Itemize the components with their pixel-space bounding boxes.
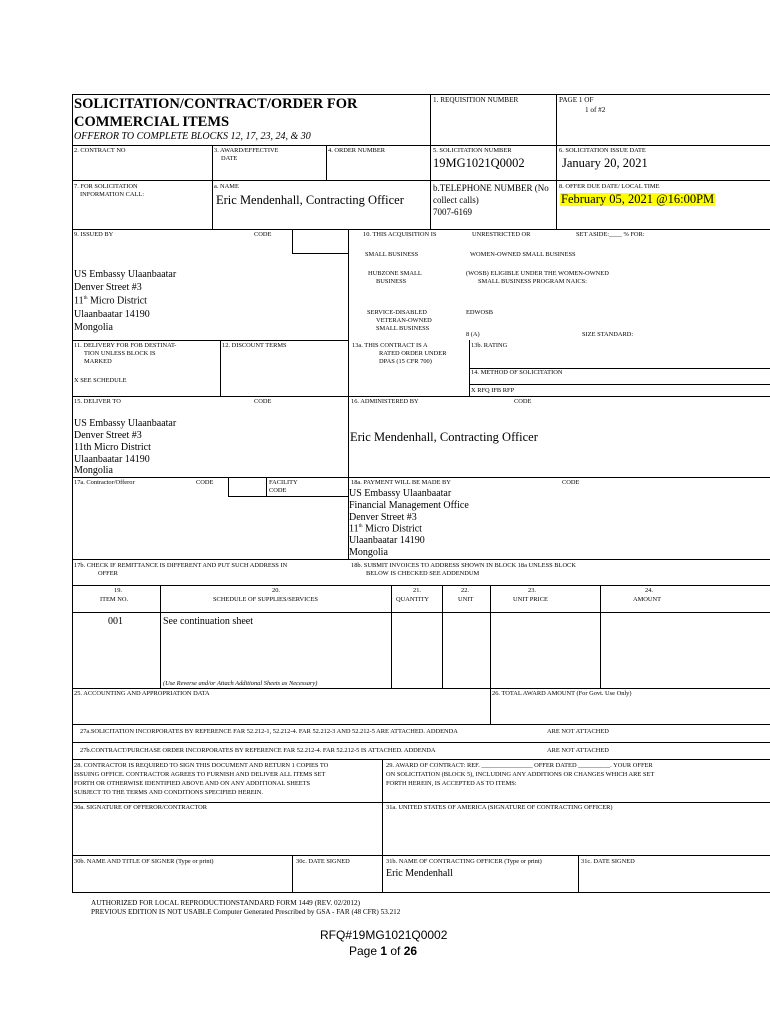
hubzone: HUBZONE SMALL [368, 270, 422, 277]
facility-code-label: FACILITY [269, 479, 298, 486]
due-date: February 05, 2021 @16:00PM [561, 192, 715, 206]
far-27b-status: ARE NOT ATTACHED [547, 747, 609, 754]
rule [430, 94, 431, 229]
rule [72, 742, 770, 743]
payment-address [349, 524, 422, 534]
rule [72, 340, 348, 341]
col-quantity: 21. [413, 587, 421, 594]
delivery-label: MARKED [84, 358, 112, 365]
size-standard: SIZE STANDARD: [582, 331, 634, 338]
wosb-eligible: (WOSB) ELIGIBLE UNDER THE WOMEN-OWNED [466, 270, 609, 277]
rule [469, 384, 770, 385]
payment-address: Financial Management Office [349, 500, 469, 511]
item-no: 001 [108, 616, 123, 627]
rule [228, 477, 229, 496]
contact-name: Eric Mendenhall, Contracting Officer [216, 193, 404, 207]
rule [72, 585, 770, 586]
form-title: SOLICITATION/CONTRACT/ORDER FOR [74, 96, 358, 112]
payment-address: US Embassy Ulaanbaatar [349, 488, 452, 499]
col-supplies: SCHEDULE OF SUPPLIES/SERVICES [213, 596, 318, 603]
total-award-label: 26. TOTAL AWARD AMOUNT (For Govt. Use Only) [492, 690, 632, 697]
administrator-name: Eric Mendenhall, Contracting Officer [350, 430, 538, 444]
block-28: SUBJECT TO THE TERMS AND CONDITIONS SPECIFIED HEREIN. [74, 789, 264, 796]
requisition-label: 1. REQUISITION NUMBER [433, 96, 519, 104]
payment-label: 18a. PAYMENT WILL BE MADE BY [351, 479, 451, 486]
invoice-label: 18b. SUBMIT INVOICES TO ADDRESS SHOWN IN BLOCK 18a UNLESS BLOCK [351, 562, 576, 569]
award-date-label: DATE [221, 155, 238, 162]
acquisition-label: 10. THIS ACQUISITION IS [363, 231, 437, 238]
deliver-to-address: Denver Street #3 [74, 430, 142, 441]
rule [72, 724, 770, 725]
issuer-address: Mongolia [74, 322, 113, 333]
eight-a: 8 (A) [466, 331, 480, 338]
sdvosb: SMALL BUSINESS [376, 325, 430, 332]
rule [72, 396, 770, 397]
payment-th: th [358, 524, 363, 529]
wosb: WOMEN-OWNED SMALL BUSINESS [470, 251, 576, 258]
block-28: FORTH OR OTHERWISE IDENTIFIED ABOVE AND ON ANY ADDITIONAL SHEETS [74, 780, 311, 787]
col-item-no: 19. [114, 587, 122, 594]
rule [72, 180, 770, 181]
page-number [349, 945, 417, 957]
col-unit: UNIT [458, 596, 474, 603]
rule [600, 585, 601, 688]
issued-by-label: 9. ISSUED BY [74, 231, 114, 238]
col-unit: 22. [461, 587, 469, 594]
edwosb: EDWOSB [466, 309, 493, 316]
administered-by-label: 16. ADMINISTERED BY [351, 398, 419, 405]
rule [160, 585, 161, 688]
due-date-label: 8. OFFER DUE DATE/ LOCAL TIME [559, 183, 660, 190]
remittance-label: OFFER [98, 570, 118, 577]
rule [292, 229, 293, 253]
deliver-to-address: Ulaanbaatar 14190 [74, 454, 150, 465]
far-27a: 27a.SOLICITATION INCORPORATES BY REFERENCE FAR 52.212-1, 52.212-4. FAR 52.212-3 AND 52.212-5 ARE ATTACHED. ADDENDA [80, 728, 458, 735]
rule [228, 496, 348, 497]
col-unit-price: 23. [528, 587, 536, 594]
block-31c: 31c. DATE SIGNED [581, 858, 635, 865]
block-28: 28. CONTRACTOR IS REQUIRED TO SIGN THIS DOCUMENT AND RETURN 1 COPIES TO [74, 762, 329, 769]
item-description: See continuation sheet [163, 616, 253, 627]
issuer-address [74, 296, 147, 306]
deliver-to-address: Mongolia [74, 465, 113, 476]
code-label: CODE [254, 398, 272, 405]
code-label: CODE [514, 398, 532, 405]
rated-order: RATED ORDER UNDER [379, 350, 447, 357]
col-quantity: QUANTITY [396, 596, 430, 603]
rule [469, 340, 470, 396]
deliver-to-label: 15. DELIVER TO [74, 398, 121, 405]
far-27a-status: ARE NOT ATTACHED [547, 728, 609, 735]
name-label: a. NAME [214, 183, 239, 190]
rule [490, 585, 491, 724]
see-schedule: X SEE SCHEDULE [74, 377, 127, 384]
contractor-label: 17a. Contractor/Offeror [74, 479, 135, 486]
phone-number: 7007-6169 [433, 207, 472, 217]
rule [442, 585, 443, 688]
block-28: ISSUING OFFICE. CONTRACTOR AGREES TO FURNISH AND DELIVER ALL ITEMS SET [74, 771, 326, 778]
rule [72, 559, 770, 560]
block-29: ON SOLICITATION (BLOCK 5), INCLUDING ANY ADDITIONS OR CHANGES WHICH ARE SET [386, 771, 655, 778]
method-options: X RFQ IFB RFP [471, 387, 515, 394]
rule [72, 802, 770, 803]
block-31b: 31b. NAME OF CONTRACTING OFFICER (Type or print) [386, 858, 542, 865]
issuer-address: Ulaanbaatar 14190 [74, 309, 150, 320]
rule [391, 585, 392, 688]
hubzone: BUSINESS [376, 278, 407, 285]
block-30a: 30a. SIGNATURE OF OFFEROR/CONTRACTOR [74, 804, 208, 811]
rating-label: 13b. RATING [471, 342, 508, 349]
issuer-th: th [83, 296, 88, 301]
deliver-to-address: 11th Micro District [74, 442, 151, 453]
rule [220, 340, 221, 396]
phone-label: collect calls) [433, 195, 479, 205]
solicitation-no-label: 5. SOLICITATION NUMBER [433, 147, 512, 154]
issue-date-label: 6. SOLICITATION ISSUE DATE [559, 147, 646, 154]
page-value: 1 of #2 [585, 106, 606, 114]
block-31a: 31a. UNITED STATES OF AMERICA (SIGNATURE OF CONTRACTING OFFICER) [386, 804, 613, 811]
offeror-note: OFFEROR TO COMPLETE BLOCKS 12, 17, 23, 24, & 30 [74, 131, 311, 142]
reverse-note: (Use Reverse and/or Attach Additional Sheets as Necessary) [163, 680, 318, 687]
block-29: 29. AWARD OF CONTRACT: REF. ________________ OFFER DATED __________. YOUR OFFER [386, 762, 653, 769]
info-call-label: INFORMATION CALL: [80, 191, 145, 198]
facility-code-label: CODE [269, 487, 287, 494]
page-total: 26 [403, 944, 418, 958]
footer-authorized: AUTHORIZED FOR LOCAL REPRODUCTIONSTANDARD FORM 1449 (REV. 02/2012) [91, 899, 360, 907]
rule [382, 759, 383, 892]
issuer-micro: Micro District [90, 295, 147, 307]
rule [72, 94, 73, 892]
contracting-officer-name: Eric Mendenhall [386, 868, 453, 879]
rule [72, 229, 770, 230]
rated-order: 13a. THIS CONTRACT IS A [352, 342, 428, 349]
remittance-label: 17b. CHECK IF REMITTANCE IS DIFFERENT AND PUT SUCH ADDRESS IN [74, 562, 288, 569]
rule [72, 759, 770, 760]
info-call-label: 7. FOR SOLICITATION [74, 183, 138, 190]
small-business: SMALL BUSINESS [365, 251, 419, 258]
contract-no-label: 2. CONTRACT NO [74, 147, 126, 154]
far-27b: 27b.CONTRACT/PURCHASE ORDER INCORPORATES BY REFERENCE FAR 52.212-4. FAR 52.212-5 IS ATTACHED. ADDENDA [80, 747, 436, 754]
set-aside: SET ASIDE:____ % FOR: [576, 231, 645, 238]
issuer-11: 11 [74, 295, 84, 307]
rule [326, 145, 327, 180]
footer-previous: PREVIOUS EDITION IS NOT USABLE Computer Generated Prescribed by GSA - FAR (48 CFR) 53.212 [91, 908, 401, 916]
col-supplies: 20. [272, 587, 280, 594]
rule [72, 688, 770, 689]
rule [72, 892, 770, 893]
rule [556, 94, 557, 229]
page-of: of [387, 944, 404, 958]
sdvosb: SERVICE-DISABLED [367, 309, 427, 316]
col-amount: 24. [645, 587, 653, 594]
payment-address: Denver Street #3 [349, 512, 417, 523]
col-unit-price: UNIT PRICE [513, 596, 548, 603]
discount-label: 12. DISCOUNT TERMS [222, 342, 287, 349]
rule [72, 145, 770, 146]
payment-address: Mongolia [349, 547, 388, 558]
rule [72, 477, 770, 478]
code-label: CODE [562, 479, 580, 486]
code-label: CODE [254, 231, 272, 238]
sdvosb: VETERAN-OWNED [376, 317, 432, 324]
col-amount: AMOUNT [633, 596, 662, 603]
page-label: PAGE 1 OF [559, 96, 594, 104]
issuer-address: US Embassy Ulaanbaatar [74, 269, 177, 280]
deliver-to-address: US Embassy Ulaanbaatar [74, 418, 177, 429]
rule [72, 94, 770, 95]
payment-11: 11 [349, 523, 359, 535]
award-date-label: 3. AWARD/EFFECTIVE [214, 147, 279, 154]
rule [292, 253, 348, 254]
payment-address: Ulaanbaatar 14190 [349, 535, 425, 546]
method-label: 14. METHOD OF SOLICITATION [471, 369, 563, 376]
block-29: FORTH HEREIN, IS ACCEPTED AS TO ITEMS: [386, 780, 517, 787]
wosb-eligible: SMALL BUSINESS PROGRAM NAICS: [478, 278, 587, 285]
accounting-label: 25. ACCOUNTING AND APPROPRIATION DATA [74, 690, 210, 697]
order-no-label: 4. ORDER NUMBER [328, 147, 385, 154]
rule [72, 855, 770, 856]
phone-label: b.TELEPHONE NUMBER (No [433, 183, 549, 193]
invoice-label: BELOW IS CHECKED SEE ADDENDUM [366, 570, 480, 577]
code-label: CODE [196, 479, 214, 486]
page-current: 1 [380, 944, 388, 958]
rated-order: DPAS (15 CFR 700) [379, 358, 432, 365]
rule [266, 477, 267, 496]
delivery-label: TION UNLESS BLOCK IS [84, 350, 156, 357]
block-30b: 30b. NAME AND TITLE OF SIGNER (Type or print) [74, 858, 214, 865]
rule [292, 855, 293, 892]
block-30c: 30c. DATE SIGNED [296, 858, 350, 865]
col-item-no: ITEM NO. [100, 596, 129, 603]
unrestricted: UNRESTRICTED OR [472, 231, 531, 238]
issuer-address: Denver Street #3 [74, 282, 142, 293]
rule [212, 145, 213, 229]
form-title: COMMERCIAL ITEMS [74, 114, 230, 130]
page-prefix: Page [349, 944, 381, 958]
payment-micro: Micro District [365, 523, 422, 535]
issue-date: January 20, 2021 [562, 156, 648, 170]
solicitation-no: 19MG1021Q0002 [433, 156, 525, 170]
rfq-number: RFQ#19MG1021Q0002 [320, 928, 448, 942]
rule [72, 612, 770, 613]
delivery-label: 11. DELIVERY FOR FOB DESTINAT- [74, 342, 177, 349]
rule [578, 855, 579, 892]
